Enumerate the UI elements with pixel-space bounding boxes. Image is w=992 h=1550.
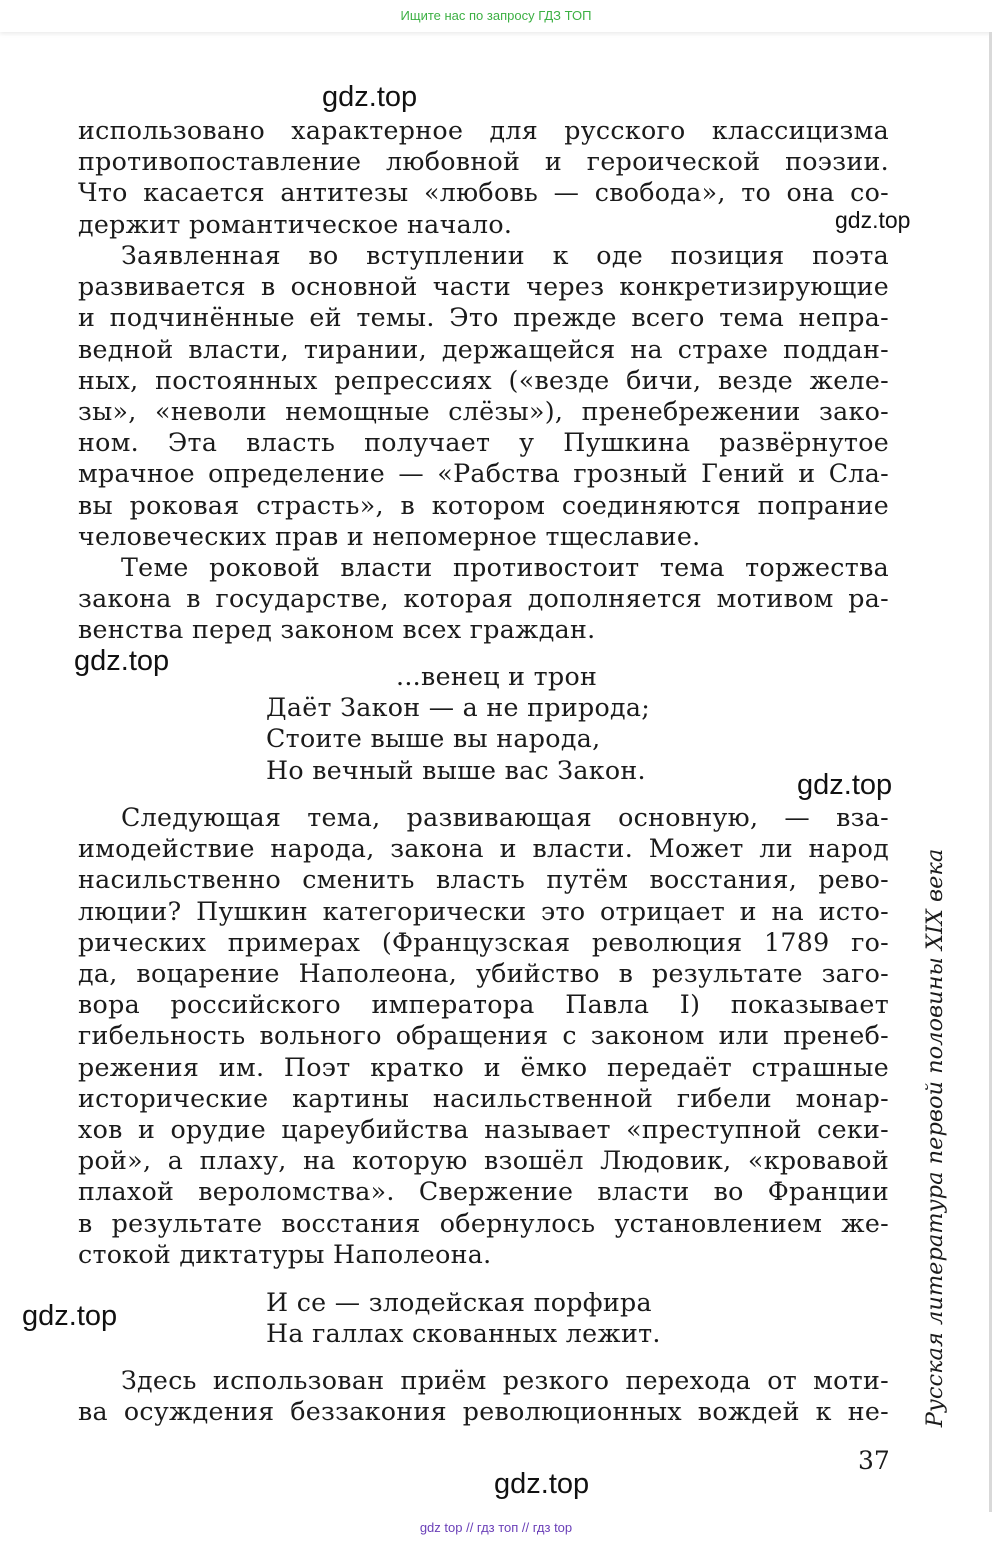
text-line: человеческих прав и непомерное тщеславие. bbox=[78, 521, 701, 551]
text-line: стокой диктатуры Наполеона. bbox=[78, 1239, 492, 1269]
text-line: вора российского императора Павла I) показывает bbox=[78, 990, 889, 1020]
top-banner[interactable]: Ищите нас по запросу ГДЗ ТОП bbox=[0, 0, 992, 32]
text-line: гибельность вольного обращения с законом или пренеб- bbox=[78, 1021, 889, 1051]
poem-line: Стоите выше вы народа, bbox=[266, 724, 601, 754]
watermark: gdz.top bbox=[494, 1468, 590, 1500]
paragraph-5 bbox=[78, 1365, 889, 1427]
page-number: 37 bbox=[858, 1446, 890, 1475]
text-line: режения им. Поэт кратко и ёмко передаёт страшные bbox=[78, 1052, 889, 1082]
text-line: противопоставление любовной и героической поэзии. bbox=[78, 147, 889, 177]
text-line: насильственно сменить власть путём восстания, рево- bbox=[78, 865, 889, 895]
running-title-text: Русская литература первой половины XIX века bbox=[922, 848, 948, 1428]
text-line: исторические картины насильственной гибели монар- bbox=[78, 1083, 889, 1113]
paragraph-2 bbox=[78, 240, 889, 552]
poem-quote-2 bbox=[266, 1287, 661, 1349]
text-line: плахой вероломства». Свержение власти во Франции bbox=[78, 1177, 889, 1207]
text-line: использовано характерное для русского классицизма bbox=[78, 116, 889, 145]
paragraph-4 bbox=[78, 802, 889, 1270]
text-line: имодействие народа, закона и власти. Может ли народ bbox=[78, 834, 889, 864]
watermark: gdz.top bbox=[797, 769, 893, 801]
text-line: Заявленная во вступлении к оде позиция поэта bbox=[121, 241, 889, 270]
text-line: ва осуждения беззакония революционных вождей к не- bbox=[78, 1397, 889, 1427]
text-line: Здесь использован приём резкого перехода от моти- bbox=[121, 1366, 889, 1395]
text-line: закона в государстве, которая дополняется мотивом ра- bbox=[78, 584, 889, 614]
watermark: gdz.top bbox=[835, 207, 911, 233]
text-line: зы», «неволи немощные слёзы»), пренебрежении зако- bbox=[78, 397, 889, 427]
watermark: gdz.top bbox=[322, 81, 418, 113]
text-line: мрачное определение — «Рабства грозный Гений и Сла- bbox=[78, 459, 889, 489]
text-line: Теме роковой власти противостоит тема торжества bbox=[121, 553, 889, 582]
poem-quote-1 bbox=[266, 661, 650, 786]
text-line: вы роковая страсть», в котором соединяются попрание bbox=[78, 490, 889, 520]
text-line: люции? Пушкин категорически это отрицает и на исто- bbox=[78, 896, 889, 926]
text-line: Что касается антитезы «любовь — свобода», то она со- bbox=[78, 178, 889, 208]
text-line: венства перед законом всех граждан. bbox=[78, 615, 596, 645]
poem-line: Даёт Закон — а не природа; bbox=[266, 693, 651, 723]
text-line: в результате восстания обернулось установлением же- bbox=[78, 1208, 889, 1238]
text-line: развивается в основной части через конкретизирующие bbox=[78, 272, 889, 302]
bottom-links[interactable]: gdz top // гдз топ // гдз top bbox=[419, 1520, 573, 1535]
watermark: gdz.top bbox=[22, 1300, 118, 1332]
text-line: и подчинённые ей темы. Это прежде всего тема непра- bbox=[78, 303, 889, 333]
text-line: рой», а плаху, на которую взошёл Людовик, «кровавой bbox=[78, 1146, 889, 1176]
poem-line: На галлах скованных лежит. bbox=[266, 1319, 661, 1349]
watermark: gdz.top bbox=[74, 645, 170, 677]
text-line: Следующая тема, развивающая основную, — вза- bbox=[121, 803, 889, 832]
text-line: ведной власти, тирании, держащейся на страхе поддан- bbox=[78, 334, 889, 364]
text-line: рических примерах (Французская революция 1789 го- bbox=[78, 927, 889, 957]
paragraph-1 bbox=[78, 115, 889, 240]
text-line: хов и орудие цареубийства называет «преступной секи- bbox=[78, 1115, 889, 1145]
text-line: да, воцарение Наполеона, убийство в результате заго- bbox=[78, 959, 889, 989]
paragraph-3 bbox=[78, 552, 889, 646]
text-line: ных, постоянных репрессиях («везде бичи, везде желе- bbox=[78, 365, 889, 395]
poem-line: И се — злодейская порфира bbox=[266, 1288, 652, 1317]
text-line: ном. Эта власть получает у Пушкина развёрнутое bbox=[78, 428, 889, 458]
poem-line: ...венец и трон bbox=[396, 662, 598, 691]
text-line: держит романтическое начало. bbox=[78, 209, 513, 239]
poem-line: Но вечный выше вас Закон. bbox=[266, 755, 646, 785]
